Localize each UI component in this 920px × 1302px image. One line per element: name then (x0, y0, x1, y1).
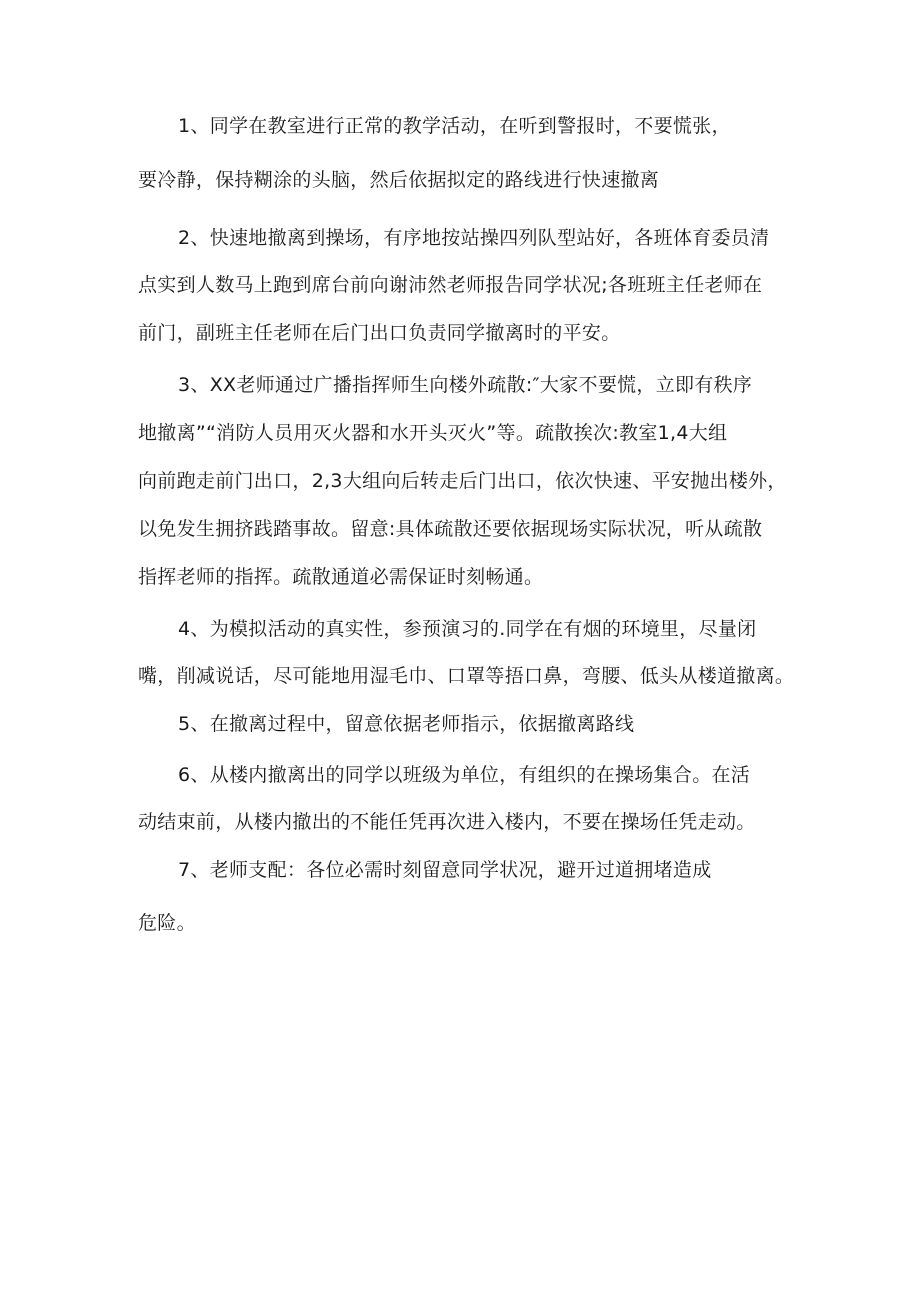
paragraph-4-line-2: 嘴，削减说话，尽可能地用湿毛巾、口罩等捂口鼻，弯腰、低头从楼道撤离。 (138, 665, 795, 687)
paragraph-7-line-1: 7、老师支配：各位必需时刻留意同学状况，避开过道拥堵造成 (178, 859, 712, 881)
paragraph-3-line-4: 以免发生拥挤践踏事故。留意:具体疏散还要依据现场实际状况，听从疏散 (138, 518, 763, 540)
paragraph-3-line-3: 向前跑走前门出口，2,3大组向后转走后门出口，依次快速、平安抛出楼外， (138, 470, 787, 492)
paragraph-2-line-3: 前门，副班主任老师在后门出口负责同学撤离时的平安。 (138, 322, 621, 344)
paragraph-2-line-2: 点实到人数马上跑到席台前向谢沛然老师报告同学状况;各班班主任老师在 (138, 274, 763, 296)
paragraph-5-line-1: 5、在撤离过程中，留意依据老师指示，依据撤离路线 (178, 713, 635, 735)
paragraph-1-line-2: 要冷静，保持糊涂的头脑，然后依据拟定的路线进行快速撤离 (138, 169, 660, 191)
paragraph-3-line-2: 地撤离”“消防人员用灭火器和水开头灭火”等。疏散挨次:教室1,4大组 (138, 422, 728, 444)
paragraph-6-line-2: 动结束前，从楼内撤出的不能任凭再次进入楼内，不要在操场任凭走动。 (138, 811, 756, 833)
paragraph-6-line-1: 6、从楼内撤离出的同学以班级为单位，有组织的在操场集合。在活 (178, 764, 751, 786)
paragraph-4-line-1: 4、为模拟活动的真实性，参预演习的.同学在有烟的环境里，尽量闭 (178, 618, 757, 640)
paragraph-7-line-2: 危险。 (138, 912, 196, 934)
paragraph-1-line-1: 1、同学在教室进行正常的教学活动，在听到警报时，不要慌张， (178, 115, 731, 137)
paragraph-3-line-5: 指挥老师的指挥。疏散通道必需保证时刻畅通。 (138, 566, 544, 588)
paragraph-3-line-1: 3、XX老师通过广播指挥师生向楼外疏散:″大家不要慌，立即有秩序 (178, 374, 753, 396)
paragraph-2-line-1: 2、快速地撤离到操场，有序地按站操四列队型站好，各班体育委员清 (178, 227, 770, 249)
